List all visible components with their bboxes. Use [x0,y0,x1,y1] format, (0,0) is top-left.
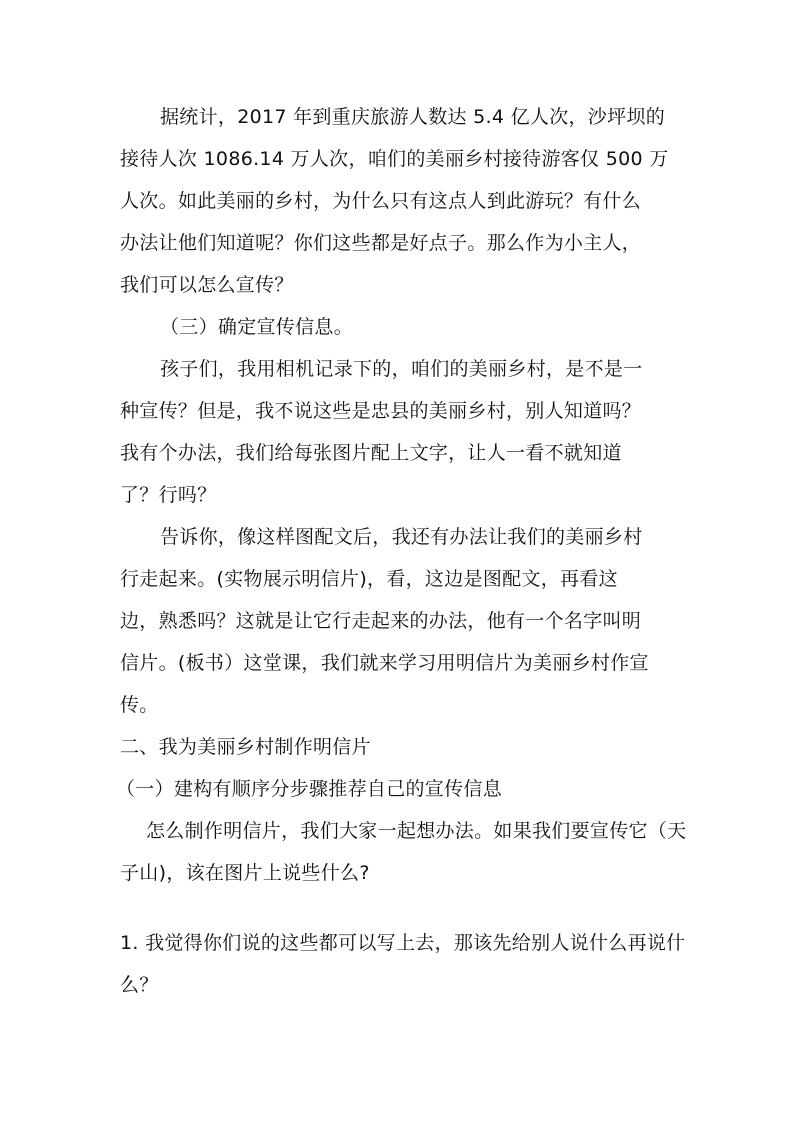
text-line: 怎么制作明信片，我们大家一起想办法。如果我们要宣传它（天 [146,820,687,842]
text-line: 了？行吗？ [120,484,217,506]
text-line: 传。 [120,694,159,716]
text-line: 信片。(板书）这堂课，我们就来学习用明信片为美丽乡村作宣 [120,652,649,674]
text-line: 接待人次 1086.14 万人次，咱们的美丽乡村接待游客仅 500 万 [120,148,669,170]
text-line: 边，熟悉吗？这就是让它行走起来的办法，他有一个名字叫明 [120,610,642,632]
text-line: 子山)，该在图片上说些什么? [120,862,370,884]
subsection-heading: （一）建构有顺序分步骤推荐自己的宣传信息 [116,778,503,800]
section-heading: （三）确定宣传信息。 [160,316,354,338]
text-line: 据统计，2017 年到重庆旅游人数达 5.4 亿人次，沙坪坝的 [160,106,665,128]
text-line: 办法让他们知道呢？你们这些都是好点子。那么作为小主人， [120,232,642,254]
section-heading: 二、我为美丽乡村制作明信片 [120,736,371,758]
text-line: 告诉你，像这样图配文后，我还有办法让我们的美丽乡村 [160,526,643,548]
text-line: 种宣传？但是，我不说这些是忠县的美丽乡村，别人知道吗？ [120,400,642,422]
text-line: 行走起来。(实物展示明信片)，看，这边是图配文，再看这 [120,568,618,590]
text-line: 人次。如此美丽的乡村，为什么只有这点人到此游玩？有什么 [120,190,642,212]
numbered-item: 1. 我觉得你们说的这些都可以写上去，那该先给别人说什么再说什 [120,932,686,954]
text-line: 我有个办法，我们给每张图片配上文字，让人一看不就知道 [120,442,622,464]
text-line: 孩子们，我用相机记录下的，咱们的美丽乡村，是不是一 [160,358,643,380]
text-line: 么？ [120,974,159,996]
text-line: 我们可以怎么宣传？ [120,274,294,296]
